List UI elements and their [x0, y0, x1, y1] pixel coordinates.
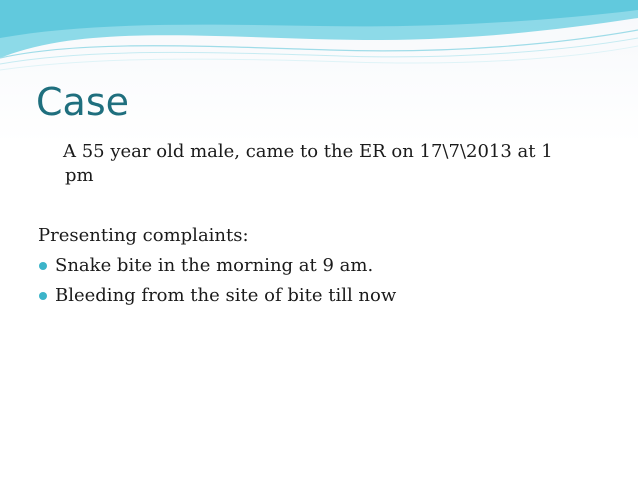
- bullet-list: [38, 254, 608, 308]
- bullet-icon: [39, 262, 47, 270]
- intro-line-1: A 55 year old male, came to the ER on 17\7\2013 at 1: [63, 141, 553, 162]
- slide-title: Case: [36, 80, 129, 124]
- list-item: [38, 254, 608, 278]
- intro-paragraph: [38, 140, 593, 188]
- list-item: [38, 284, 608, 308]
- bullet-text: Snake bite in the morning at 9 am.: [55, 255, 374, 276]
- section-heading: Presenting complaints:: [38, 225, 249, 246]
- wave-header-decoration: [0, 0, 638, 80]
- slide-body: [38, 140, 608, 308]
- bullet-icon: [39, 292, 47, 300]
- intro-line-2: pm: [65, 165, 94, 186]
- bullet-text: Bleeding from the site of bite till now: [55, 285, 397, 306]
